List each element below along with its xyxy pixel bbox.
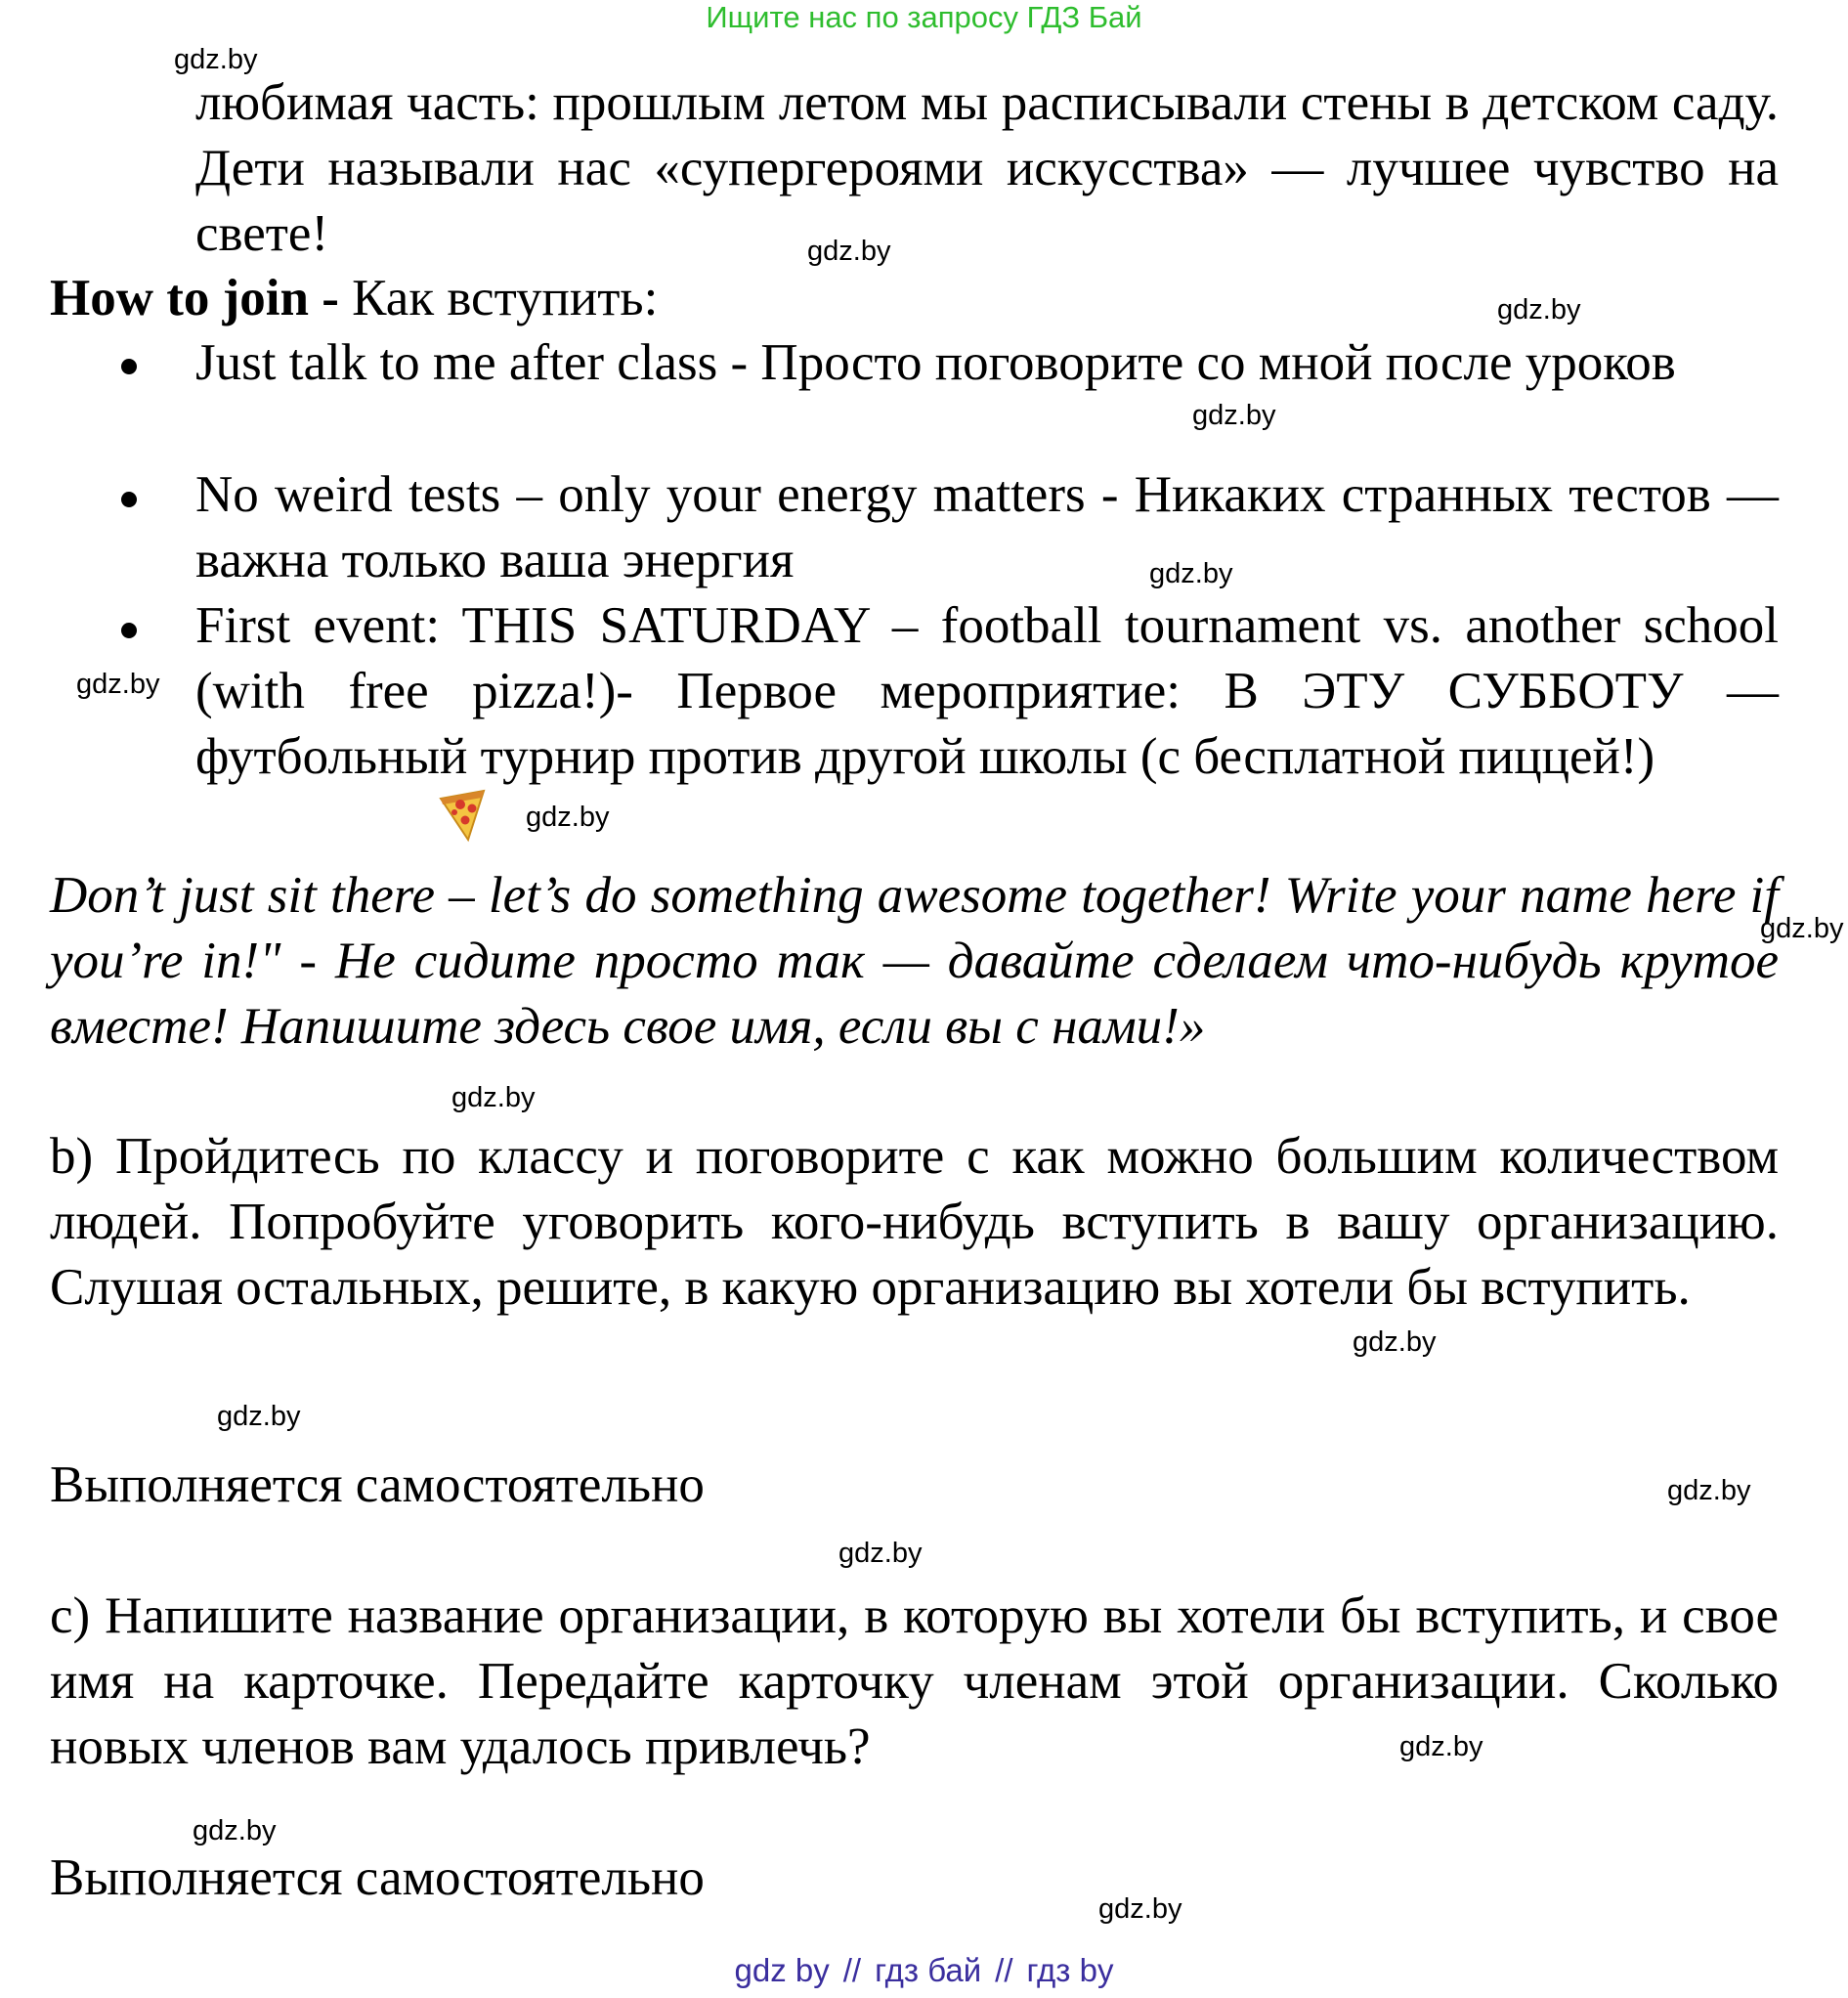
pizza-icon	[435, 785, 494, 844]
watermark: gdz.by	[193, 1815, 277, 1846]
watermark: gdz.by	[1399, 1731, 1483, 1762]
watermark: gdz.by	[807, 236, 891, 267]
bullet-dot	[121, 359, 137, 374]
task-b-answer: Выполняется самостоятельно	[50, 1456, 705, 1513]
intro-paragraph: любимая часть: прошлым летом мы расписывали стены в детском саду. Дети называли нас «супергероями искусства» — лучшее чувство на свете!	[195, 74, 1779, 262]
watermark: gdz.by	[1353, 1326, 1437, 1358]
watermark: gdz.by	[1192, 400, 1276, 431]
heading-ru: Как вступить:	[338, 270, 659, 326]
footer-separator: //	[995, 1952, 1013, 1988]
heading-en: How to join -	[50, 270, 339, 326]
task-c-text: c) Напишите название организации, в которую вы хотели бы вступить, и свое имя на карточке. Передайте карточку членам этой организации. Сколько новых членов вам удалось привлечь?	[50, 1587, 1779, 1775]
watermark: gdz.by	[451, 1082, 536, 1113]
bullet-dot	[121, 623, 137, 638]
footer-link-gdz-bai[interactable]: гдз бай	[875, 1952, 982, 1988]
watermark: gdz.by	[1667, 1475, 1751, 1506]
top-banner: Ищите нас по запросу ГДЗ Бай	[706, 0, 1142, 34]
footer-link-gdz-by[interactable]: gdz by	[734, 1952, 830, 1988]
list-item: Just talk to me after class - Просто поговорите со мной после уроков	[195, 334, 1676, 391]
watermark: gdz.by	[838, 1538, 923, 1569]
footer-link-gdz-by-ru[interactable]: гдз by	[1026, 1952, 1114, 1988]
footer-separator: //	[842, 1952, 862, 1988]
task-b-text: b) Пройдитесь по классу и поговорите с как можно большим количеством людей. Попробуйте уговорить кого-нибудь вступить в вашу организацию. Слушая остальных, решите, в какую организацию вы хотели бы вступить.	[50, 1128, 1779, 1316]
list-item: No weird tests – only your energy matters - Никаких странных тестов — важна только ваша энергия	[195, 466, 1779, 588]
bullet-dot	[121, 492, 137, 507]
watermark: gdz.by	[217, 1401, 301, 1432]
closing-quote: Don’t just sit there – let’s do something awesome together! Write your name here if you’re in!" - Не сидите просто так — давайте сделаем что-нибудь крутое вместе! Напишите здесь свое имя, если вы с нами!»	[50, 867, 1779, 1055]
watermark: gdz.by	[1760, 913, 1844, 944]
list-item: First event: THIS SATURDAY – football tournament vs. another school (with free pizza!)- Первое мероприятие: В ЭТУ СУББОТУ — футбольный турнир против другой школы (с бесплатной пиццей!)	[195, 597, 1779, 785]
watermark: gdz.by	[76, 669, 160, 700]
footer-nav	[0, 1951, 1848, 1990]
watermark: gdz.by	[1098, 1893, 1182, 1925]
watermark: gdz.by	[1149, 558, 1233, 589]
watermark: gdz.by	[526, 802, 610, 833]
task-c-answer: Выполняется самостоятельно	[50, 1849, 705, 1906]
watermark: gdz.by	[1497, 294, 1581, 326]
watermark: gdz.by	[174, 44, 258, 75]
how-to-join-heading	[50, 266, 1779, 331]
